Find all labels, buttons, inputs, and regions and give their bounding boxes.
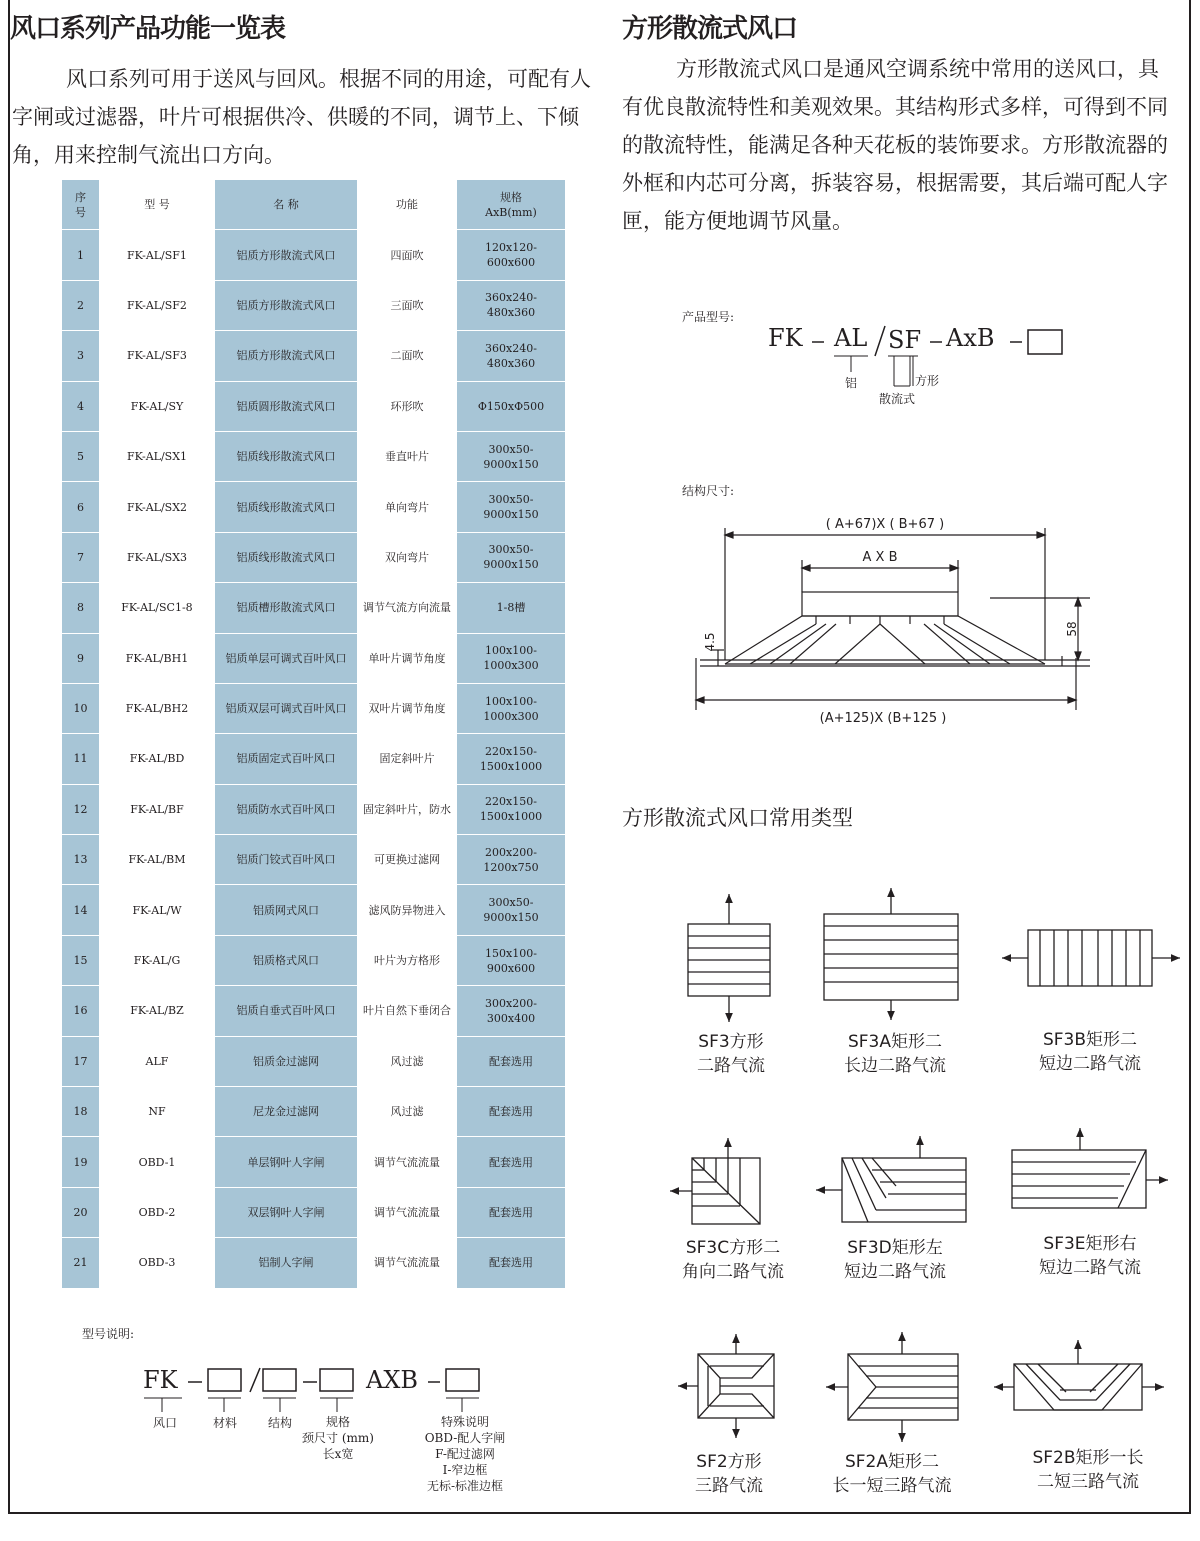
- model-note-fk: FK: [143, 1366, 178, 1394]
- type-sf3a-label: SF3A矩形二 长边二路气流: [844, 1032, 946, 1076]
- product-model-label: 产品型号:: [682, 310, 735, 324]
- table-cell: 配套选用: [457, 1238, 565, 1288]
- structure-drawing: [690, 510, 1110, 740]
- table-cell: 300x200- 300x400: [457, 986, 565, 1036]
- table-cell: 20: [62, 1187, 99, 1237]
- table-cell: 铝质线形散流式风口: [215, 532, 357, 582]
- type-sf3a-icon: [824, 888, 958, 1020]
- table-cell: 单层钢叶人字闸: [215, 1137, 357, 1187]
- table-cell: 17: [62, 1036, 99, 1086]
- table-cell: OBD-2: [138, 1206, 176, 1219]
- type-sf3c-icon: [670, 1138, 760, 1224]
- table-cell: 12: [62, 784, 99, 834]
- model-part-3: 结构: [267, 1416, 292, 1430]
- table-cell: FK-AL/SY: [130, 399, 184, 413]
- table-cell: 4: [62, 381, 99, 431]
- table-cell: 300x50- 9000x150: [457, 431, 565, 481]
- table-cell: FK-AL/BH2: [125, 702, 189, 716]
- table-cell: FK-AL/SC1-8: [121, 601, 193, 615]
- table-cell: 铝质双层可调式百叶风口: [215, 683, 357, 733]
- table-cell: 调节气流流量: [374, 1256, 440, 1270]
- table-row: [62, 1137, 565, 1187]
- table-cell: 滤风防异物进入: [368, 903, 446, 917]
- type-sf2-label: SF2方形 三路气流: [695, 1452, 763, 1496]
- table-cell: Φ150xΦ500: [457, 381, 565, 431]
- table-cell: 二面吹: [390, 349, 424, 363]
- table-row: [62, 1036, 565, 1086]
- table-cell: FK-AL/BF: [130, 802, 184, 816]
- table-cell: 铝质线形散流式风口: [215, 431, 357, 481]
- table-cell: FK-AL/SF3: [127, 349, 187, 363]
- type-sf3b-label: SF3B矩形二 短边二路气流: [1039, 1030, 1141, 1074]
- table-row: [62, 482, 565, 532]
- type-sf3e-label: SF3E矩形右 短边二路气流: [1039, 1234, 1141, 1278]
- table-cell: OBD-1: [138, 1155, 176, 1169]
- table-cell: 14: [62, 885, 99, 935]
- model-part-1: 风口: [152, 1416, 177, 1430]
- table-row: [62, 583, 565, 633]
- table-cell: 8: [62, 583, 99, 633]
- table-cell: OBD-3: [138, 1256, 176, 1270]
- model-part-4: 规格 颈尺寸 (mm) 长x宽: [302, 1415, 374, 1461]
- table-cell: 铝质网式风口: [215, 885, 357, 935]
- table-cell: 固定斜叶片: [379, 752, 435, 766]
- table-cell: FK-AL/BH1: [125, 651, 189, 665]
- table-row: [62, 280, 565, 330]
- table-header-row: [62, 180, 565, 230]
- table-cell: 220x150- 1500x1000: [457, 784, 565, 834]
- table-cell: 1: [62, 230, 99, 280]
- table-cell: 铝制人字闸: [215, 1238, 357, 1288]
- model-note-label: 型号说明:: [82, 1327, 135, 1341]
- pm-axb: AxB: [946, 324, 995, 352]
- table-row: [62, 230, 565, 280]
- dim-h2: 58: [1065, 621, 1079, 637]
- table-cell: FK-AL/SX2: [126, 500, 188, 514]
- table-cell: 铝质金过滤网: [215, 1036, 357, 1086]
- table-cell: 13: [62, 835, 99, 885]
- table-cell: 5: [62, 431, 99, 481]
- pm-sub-al: 铝: [844, 376, 857, 390]
- table-cell: FK-AL/SX1: [126, 450, 188, 464]
- table-header-cell: 型 号: [144, 198, 170, 212]
- type-sf3d-icon: [816, 1136, 966, 1222]
- table-cell: 21: [62, 1238, 99, 1288]
- table-row: [62, 1238, 565, 1288]
- pm-al: AL: [834, 324, 868, 352]
- table-cell: 1-8槽: [457, 583, 565, 633]
- pm-fk: FK: [768, 324, 803, 352]
- table-cell: NF: [148, 1105, 166, 1119]
- table-cell: 11: [62, 734, 99, 784]
- table-row: [62, 1087, 565, 1137]
- structure-label: 结构尺寸:: [682, 484, 735, 498]
- table-cell: 环形吹: [390, 399, 424, 413]
- table-cell: 300x50- 9000x150: [457, 885, 565, 935]
- table-cell: 360x240- 480x360: [457, 280, 565, 330]
- table-cell: 铝质自垂式百叶风口: [215, 986, 357, 1036]
- table-row: [62, 381, 565, 431]
- table-row: [62, 1187, 565, 1237]
- table-cell: FK-AL/SX3: [126, 550, 188, 564]
- type-sf2b-icon: [994, 1340, 1164, 1410]
- table-cell: 调节气流方向流量: [363, 601, 451, 615]
- table-cell: 2: [62, 280, 99, 330]
- table-row: [62, 532, 565, 582]
- table-cell: 150x100- 900x600: [457, 935, 565, 985]
- types-title: 方形散流式风口常用类型: [622, 806, 853, 830]
- table-cell: 单叶片调节角度: [368, 651, 446, 665]
- table-cell: FK-AL/SF1: [127, 248, 187, 262]
- table-row: [62, 734, 565, 784]
- table-cell: 360x240- 480x360: [457, 331, 565, 381]
- pm-sub-sf: 散流式: [878, 392, 915, 406]
- type-sf3c-label: SF3C方形二 角向二路气流: [682, 1238, 784, 1282]
- table-cell: 尼龙金过滤网: [215, 1087, 357, 1137]
- table-cell: 铝质门铰式百叶风口: [215, 835, 357, 885]
- table-cell: 叶片为方格形: [374, 954, 440, 968]
- table-cell: 三面吹: [390, 298, 424, 312]
- type-sf2-icon: [678, 1334, 774, 1438]
- table-row: [62, 683, 565, 733]
- table-cell: 叶片自然下垂闭合: [363, 1004, 451, 1018]
- table-cell: 铝质线形散流式风口: [215, 482, 357, 532]
- table-header-cell: 序 号: [62, 180, 99, 230]
- table-cell: 100x100- 1000x300: [457, 633, 565, 683]
- table-header-cell: 功能: [396, 198, 418, 212]
- table-cell: 200x200- 1200x750: [457, 835, 565, 885]
- pm-sub-f: 方形: [914, 374, 939, 388]
- table-cell: 120x120- 600x600: [457, 230, 565, 280]
- table-cell: 铝质防水式百叶风口: [215, 784, 357, 834]
- type-sf3-icon: [688, 894, 770, 1022]
- pm-sf: SF: [888, 326, 922, 354]
- right-intro: 方形散流式风口是通风空调系统中常用的送风口，具有优良散流特性和美观效果。其结构形式多样，可得到不同的散流特性，能满足各种天花板的装饰要求。方形散流器的外框和内芯可分离，拆装容易，根据需要，其后端可配人字匣，能方便地调节风量。: [622, 57, 1168, 233]
- type-sf2a-icon: [826, 1332, 958, 1442]
- table-cell: 可更换过滤网: [374, 853, 440, 867]
- table-row: [62, 431, 565, 481]
- model-part-5: 特殊说明 OBD-配人字闸 F-配过滤网 I-窄边框 无标-标准边框: [424, 1415, 506, 1493]
- table-cell: 19: [62, 1137, 99, 1187]
- table-row: [62, 835, 565, 885]
- type-sf3e-icon: [1012, 1128, 1168, 1208]
- table-cell: 铝质固定式百叶风口: [215, 734, 357, 784]
- table-header-cell: 名 称: [215, 180, 357, 230]
- types-diagrams: [640, 880, 1200, 1520]
- table-cell: 配套选用: [457, 1137, 565, 1187]
- table-cell: 10: [62, 683, 99, 733]
- dim-h1: 4.5: [703, 632, 717, 652]
- left-intro: 风口系列可用于送风与回风。根据不同的用途，可配有人字闸或过滤器，叶片可根据供冷、供暖的不同，调节上、下倾角，用来控制气流出口方向。: [12, 67, 591, 167]
- type-sf3-label: SF3方形 二路气流: [697, 1032, 765, 1076]
- type-sf3d-label: SF3D矩形左 短边二路气流: [844, 1238, 946, 1282]
- table-cell: 7: [62, 532, 99, 582]
- table-cell: 9: [62, 633, 99, 683]
- table-cell: FK-AL/BM: [128, 853, 186, 867]
- table-cell: 配套选用: [457, 1087, 565, 1137]
- table-cell: 铝质单层可调式百叶风口: [215, 633, 357, 683]
- table-row: [62, 935, 565, 985]
- table-row: [62, 986, 565, 1036]
- table-cell: 15: [62, 935, 99, 985]
- table-cell: 双向弯片: [385, 550, 429, 564]
- table-header-cell: 规格 AxB(mm): [457, 180, 565, 230]
- type-sf2b-label: SF2B矩形一长 二短三路气流: [1032, 1448, 1144, 1492]
- table-cell: 220x150- 1500x1000: [457, 734, 565, 784]
- table-cell: 铝质方形散流式风口: [215, 331, 357, 381]
- dim-axb: A X B: [862, 550, 898, 565]
- table-cell: 双叶片调节角度: [368, 702, 446, 716]
- model-part-2: 材料: [212, 1416, 237, 1430]
- type-sf2a-label: SF2A矩形二 长一短三路气流: [832, 1452, 952, 1496]
- table-cell: FK-AL/SF2: [127, 298, 187, 312]
- table-cell: 双层钢叶人字闸: [215, 1187, 357, 1237]
- left-title: 风口系列产品功能一览表: [10, 14, 286, 44]
- table-cell: 铝质槽形散流式风口: [215, 583, 357, 633]
- table-row: [62, 885, 565, 935]
- table-row: [62, 331, 565, 381]
- table-cell: 配套选用: [457, 1187, 565, 1237]
- table-cell: 100x100- 1000x300: [457, 683, 565, 733]
- table-cell: 16: [62, 986, 99, 1036]
- table-row: [62, 784, 565, 834]
- model-note-axb: AXB: [366, 1366, 419, 1394]
- table-cell: 单向弯片: [385, 500, 429, 514]
- table-cell: FK-AL/BD: [129, 752, 185, 766]
- table-cell: FK-AL/G: [133, 954, 181, 968]
- dim-top: ( A+67)X ( B+67 ): [825, 517, 945, 532]
- table-cell: 四面吹: [390, 248, 424, 262]
- table-cell: 300x50- 9000x150: [457, 532, 565, 582]
- dim-bottom: (A+125)X (B+125 ): [819, 711, 947, 726]
- table-cell: 配套选用: [457, 1036, 565, 1086]
- table-cell: 3: [62, 331, 99, 381]
- table-cell: 调节气流流量: [374, 1155, 440, 1169]
- table-cell: FK-AL/W: [132, 903, 182, 917]
- table-cell: 铝质方形散流式风口: [215, 230, 357, 280]
- table-cell: 垂直叶片: [385, 450, 429, 464]
- table-row: [62, 633, 565, 683]
- table-cell: 铝质方形散流式风口: [215, 280, 357, 330]
- table-cell: 18: [62, 1087, 99, 1137]
- table-cell: 300x50- 9000x150: [457, 482, 565, 532]
- table-cell: 固定斜叶片，防水: [363, 802, 451, 816]
- table-cell: 风过滤: [390, 1054, 424, 1068]
- table-cell: 风过滤: [390, 1105, 424, 1119]
- table-cell: 调节气流流量: [374, 1206, 440, 1219]
- product-table: [62, 180, 565, 1289]
- table-cell: ALF: [145, 1054, 169, 1068]
- table-cell: FK-AL/BZ: [130, 1004, 184, 1018]
- type-sf3b-icon: [1002, 930, 1180, 986]
- right-title: 方形散流式风口: [622, 14, 798, 44]
- table-cell: 6: [62, 482, 99, 532]
- table-cell: 铝质圆形散流式风口: [215, 381, 357, 431]
- table-cell: 铝质格式风口: [215, 935, 357, 985]
